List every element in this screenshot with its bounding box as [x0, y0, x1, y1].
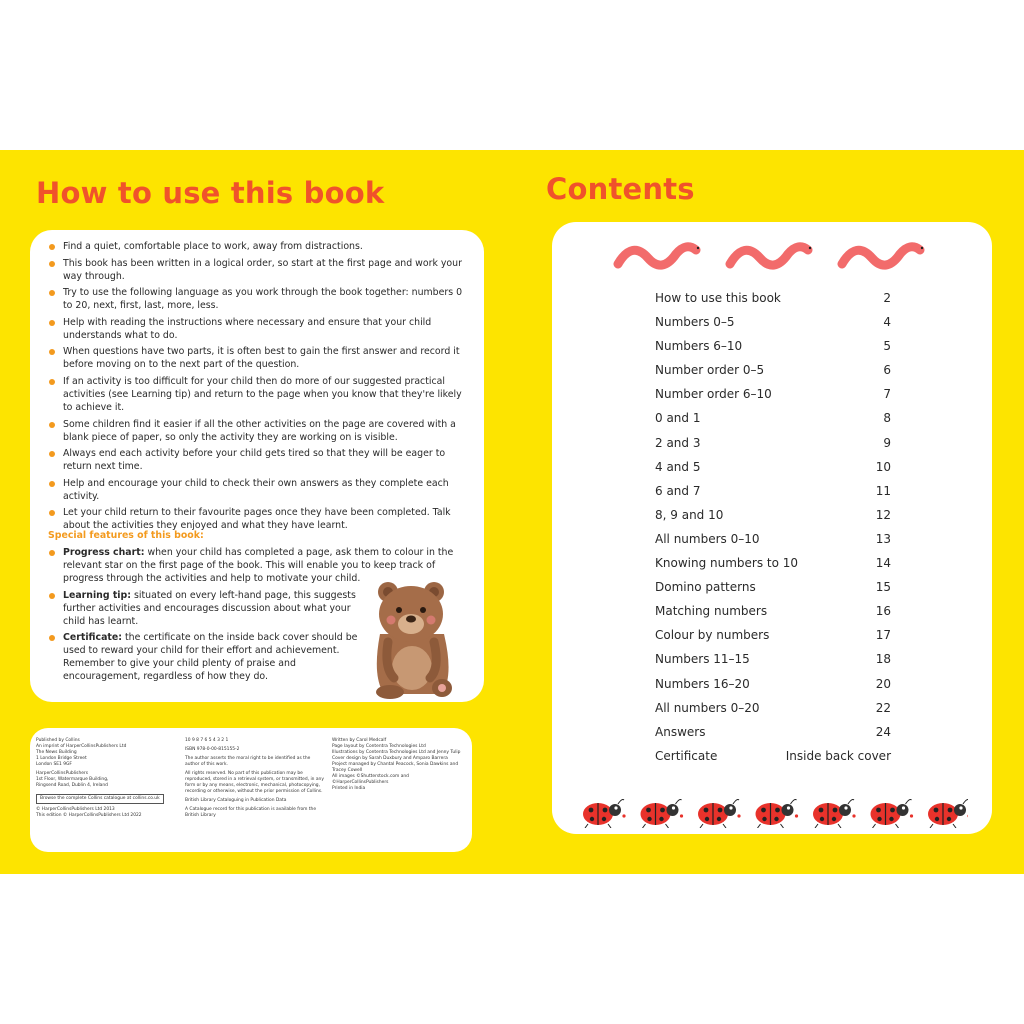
contents-entry-title: Numbers 11–15 [655, 652, 750, 667]
feature-item [48, 631, 366, 683]
worm-row [612, 234, 952, 274]
contents-entry-page: 15 [875, 580, 891, 595]
ladybird-icon [928, 800, 968, 829]
ladybird-icon [641, 800, 684, 829]
contents-entry-title: Numbers 16–20 [655, 676, 750, 691]
ladybird-icon [871, 800, 914, 829]
special-features-heading: Special features of this book: [48, 530, 204, 541]
copyright-notice: © HarperCollinsPublishers Ltd 2013 This edition © HarperCollinsPublishers Ltd 2022 [36, 807, 142, 818]
features-list [48, 546, 454, 687]
contents-entry-page: 7 [883, 387, 891, 402]
contents-entry[interactable] [655, 575, 891, 599]
contents-entry[interactable] [655, 286, 891, 310]
contents-entry[interactable] [655, 647, 891, 671]
moral-rights: The author asserts the moral right to be identified as the author of this work. [185, 756, 311, 767]
contents-entry-page: 13 [875, 531, 891, 546]
contents-entry[interactable] [655, 744, 891, 768]
contents-entry-title: Numbers 0–5 [655, 315, 735, 330]
contents-entry-page: 17 [875, 628, 891, 643]
contents-card [552, 222, 992, 834]
contents-entry-page: Inside back cover [785, 748, 891, 763]
contents-entry-title: Colour by numbers [655, 628, 770, 643]
worm-icon [842, 247, 924, 266]
rights-reserved: All rights reserved. No part of this publication may be reproduced, stored in a retrieval system, or transmitted, in any form or by any means, electronic, mechanical, photocopying, recording or otherwise, without the prior permission of Collins. [185, 771, 324, 794]
tip-item: Let your child return to their favourite pages once they have been completed. Talk about the activities they enjoyed and what they have learnt. [48, 506, 468, 532]
contents-entry-page: 22 [875, 700, 891, 715]
print-line: 10 9 8 7 6 5 4 3 2 1 [185, 738, 229, 743]
contents-entry-page: 10 [875, 459, 891, 474]
contents-entry-title: Domino patterns [655, 580, 756, 595]
contents-entry[interactable] [655, 623, 891, 647]
credits-column [332, 738, 466, 795]
contents-entry-title: Answers [655, 724, 706, 739]
contents-entry[interactable] [655, 503, 891, 527]
feature-text: when your child has completed a page, ask them to colour in the relevant star on the first page of the book. This will enable you to keep track of progress through the activities and help to motivate your child. [63, 547, 454, 584]
contents-entry-page: 20 [875, 676, 891, 691]
contents-entry[interactable] [655, 672, 891, 696]
contents-entry-page: 11 [875, 483, 891, 498]
ladybird-icon [756, 800, 799, 829]
tip-item: If an activity is too difficult for your child then do more of our suggested practical activities (see Learning tip) and return to the page when you know that they're likely to achieve it. [48, 375, 468, 414]
ladybird-icon [813, 800, 856, 829]
tip-item: Try to use the following language as you work through the book together: numbers 0 to 20, next, first, last, more, less. [48, 286, 468, 312]
isbn-column [185, 738, 325, 822]
worm-icon [730, 247, 812, 266]
tip-item: Find a quiet, comfortable place to work, away from distractions. [48, 240, 468, 253]
contents-title: Contents [546, 172, 695, 206]
publisher-ireland: HarperCollinsPublishers 1st Floor, Watermarque Building, Ringsend Road, Dublin 4, Ireland [36, 771, 109, 788]
how-to-use-card [30, 230, 484, 702]
catalogue-link[interactable]: Browse the complete Collins catalogue at collins.co.uk [36, 794, 164, 804]
tip-item: Always end each activity before your child gets tired so that they will be eager to return next time. [48, 447, 468, 473]
tip-item: This book has been written in a logical order, so start at the first page and work your way through. [48, 257, 468, 283]
contents-entry-page: 12 [875, 507, 891, 522]
contents-entry-title: All numbers 0–10 [655, 531, 760, 546]
publisher-column [36, 738, 164, 822]
tip-item: Help and encourage your child to check their own answers as they complete each activity. [48, 477, 468, 503]
contents-entry[interactable] [655, 696, 891, 720]
contents-entry[interactable] [655, 599, 891, 623]
contents-entry-page: 2 [883, 291, 891, 305]
contents-entry[interactable] [655, 406, 891, 430]
feature-label: Certificate: [63, 632, 122, 644]
contents-entry[interactable] [655, 334, 891, 358]
credits: Written by Carol Medcalf Page layout by Contentra Technologies Ltd Illustrations by Contentra Technologies Ltd and Jenny Tulip Cover design by Sarah Duxbury and Amparo Barrera Project managed by Chantal Peacock, Sonia Dawkins and Tracey Cowell All images ©Shutterstock.com and ©HarperCollinsPublishers Printed in India [332, 738, 461, 791]
ladybird-icon [698, 800, 741, 829]
contents-entry-page: 24 [875, 724, 891, 739]
contents-entry-title: Numbers 6–10 [655, 339, 743, 354]
contents-list [655, 286, 891, 768]
contents-entry-title: 8, 9 and 10 [655, 507, 724, 522]
contents-entry-title: All numbers 0–20 [655, 700, 760, 715]
contents-entry[interactable] [655, 551, 891, 575]
feature-label: Learning tip: [63, 589, 131, 601]
contents-entry-page: 9 [883, 435, 891, 450]
contents-entry[interactable] [655, 720, 891, 744]
contents-entry[interactable] [655, 382, 891, 406]
ladybird-icon [583, 800, 626, 829]
contents-entry-page: 14 [875, 556, 891, 571]
contents-entry-page: 16 [875, 604, 891, 619]
tip-item: Some children find it easier if all the other activities on the page are covered with a blank piece of paper, so only the activity they are working on is visible. [48, 418, 468, 444]
contents-entry-title: Knowing numbers to 10 [655, 556, 799, 571]
contents-entry-title: How to use this book [655, 291, 781, 305]
contents-entry-title: Matching numbers [655, 604, 768, 619]
contents-entry-title: 2 and 3 [655, 435, 701, 450]
feature-text: the certificate on the inside back cover should be used to reward your child for their effort and achievement. Remember to give your child plenty of praise and encouragement, regardless of how they do. [63, 632, 358, 683]
bear-illustration [362, 576, 474, 700]
contents-entry-page: 18 [875, 652, 891, 667]
tip-item: Help with reading the instructions where necessary and ensure that your child understands what to do. [48, 316, 468, 342]
cip-heading: British Library Cataloguing in Publication Data [185, 798, 287, 803]
tips-list [48, 240, 468, 536]
contents-entry-page: 6 [883, 363, 891, 378]
feature-label: Progress chart: [63, 547, 145, 558]
catalogue-record: A Catalogue record for this publication is available from the British Library [185, 807, 317, 818]
contents-entry[interactable] [655, 527, 891, 551]
publication-info-card [30, 728, 472, 852]
isbn: ISBN 978-0-00-815155-2 [185, 747, 240, 752]
contents-entry[interactable] [655, 310, 891, 334]
worm-icon [618, 247, 700, 266]
how-to-use-title: How to use this book [36, 176, 385, 210]
contents-entry-page: 4 [883, 315, 891, 330]
contents-entry[interactable] [655, 479, 891, 503]
contents-entry-title: 4 and 5 [655, 459, 701, 474]
contents-entry-title: Number order 0–5 [655, 363, 765, 378]
feature-text: situated on every left-hand page, this suggests further activities and encourages discussion about what your child has learnt. [63, 589, 356, 627]
contents-entry-page: 5 [883, 339, 891, 354]
contents-entry[interactable] [655, 431, 891, 455]
contents-entry[interactable] [655, 455, 891, 479]
feature-item [48, 589, 366, 628]
tip-item: When questions have two parts, it is often best to gain the first answer and record it before moving on to the next part of the question. [48, 345, 468, 371]
contents-entry-title: Certificate [655, 748, 718, 763]
contents-entry-page: 8 [883, 411, 891, 426]
contents-entry[interactable] [655, 358, 891, 382]
contents-entry-title: Number order 6–10 [655, 387, 772, 402]
ladybird-row [578, 794, 968, 828]
contents-entry-title: 6 and 7 [655, 483, 701, 498]
publisher-address: Published by Collins An imprint of HarperCollinsPublishers Ltd The News Building 1 London Bridge Street London SE1 9GF [36, 738, 127, 767]
contents-entry-title: 0 and 1 [655, 411, 701, 426]
